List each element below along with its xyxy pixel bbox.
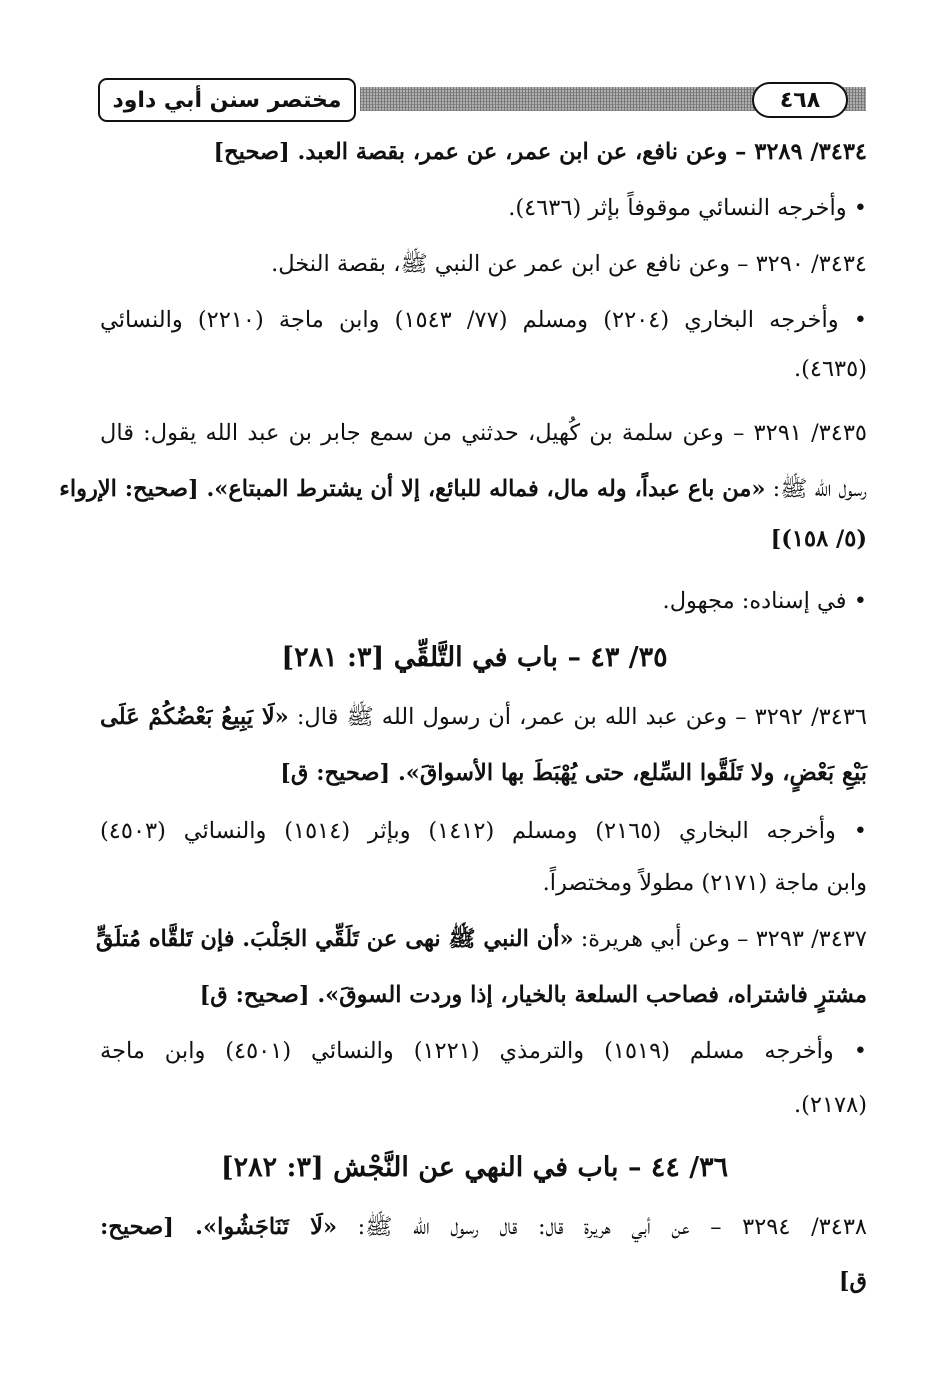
hadith-3293 (95, 922, 867, 956)
note-line: • في إسناده: مجهول. (662, 588, 867, 614)
page-header (98, 78, 866, 126)
note-line: (٢١٧٨). (793, 1092, 867, 1118)
chapter-heading-43: ٣٥/ ٤٣ – باب في التَّلقِّي [٣: ٢٨١] (281, 642, 668, 673)
hadith-3294-grade: ق] (838, 1268, 867, 1294)
book-title: مختصر سنن أبي داود (98, 78, 356, 122)
hadith-3291: ٣٤٣٥/ ٣٢٩١ – وعن سلمة بن كُهيل، حدثني من سمع جابر بن عبد الله يقول: قال (100, 420, 867, 446)
note-line: • وأخرجه البخاري (٢١٦٥) ومسلم (١٤١٢) وبإثر (١٥١٤) والنسائي (٤٥٠٣) (100, 818, 867, 844)
hadith-3293-intro: ٣٤٣٧/ ٣٢٩٣ – وعن أبي هريرة: (573, 926, 867, 952)
note-line: • وأخرجه مسلم (١٥١٩) والترمذي (١٢٢١) والنسائي (٤٥٠١) وابن ماجة (100, 1038, 867, 1064)
page-number: ٤٦٨ (752, 82, 848, 118)
hadith-3294 (100, 1210, 867, 1244)
hadith-3292-cont: بَيْعِ بَعْضٍ، ولا تَلَقَّوا السِّلع، حتى يُهْبَطَ بها الأسواقَ». [صحيح: ق] (280, 760, 867, 786)
hadith-3294-matn: «لَا تَنَاجَشُوا». [صحيح: (100, 1214, 338, 1240)
hadith-3293-cont: مشترٍ فاشتراه، فصاحب السلعة بالخيار، إذا وردت السوقَ». [صحيح: ق] (199, 982, 867, 1008)
chapter-heading-44: ٣٦/ ٤٤ – باب في النهي عن النَّجْش [٣: ٢٨٢] (220, 1152, 729, 1183)
hadith-3292 (100, 700, 867, 734)
note-line: (٤٦٣٥). (793, 356, 867, 382)
hadith-3291-grade: (٥/ ١٥٨)] (770, 526, 867, 552)
note-line: • وأخرجه النسائي موقوفاً بإثر (٤٦٣٦). (508, 195, 867, 221)
hadith-3291-intro: رسول الله ﷺ: (765, 476, 867, 502)
note-line: وابن ماجة (٢١٧١) مطولاً ومختصراً. (542, 870, 867, 896)
hadith-3292-matn: «لَا يَبِيعُ بَعْضُكُمْ عَلَى (100, 704, 289, 730)
hadith-3290: ٣٤٣٤/ ٣٢٩٠ – وعن نافع عن ابن عمر عن النبي ﷺ، بقصة النخل. (271, 251, 867, 277)
hadith-3291-matn: «من باع عبداً، وله مال، فماله للبائع، إلا أن يشترط المبتاع». [صحيح: الإرواء (59, 476, 766, 502)
hadith-3291-cont (59, 472, 867, 506)
hadith-3293-matn: «أن النبي ﷺ نهى عن تَلَقِّي الجَلْبَ. فإن تَلقَّاه مُتلَقٍّ (95, 926, 574, 952)
hadith-3289 (213, 135, 867, 169)
hadith-3294-intro: ٣٤٣٨/ ٣٢٩٤ – عن أبي هريرة قال: قال رسول الله ﷺ: (337, 1214, 867, 1240)
note-line: • وأخرجه البخاري (٢٢٠٤) ومسلم (٧٧/ ١٥٤٣) وابن ماجة (٢٢١٠) والنسائي (100, 307, 868, 333)
hadith-3289-text: ٣٤٣٤/ ٣٢٨٩ – وعن نافع، عن ابن عمر، عن عمر، بقصة العبد. [صحيح] (213, 139, 867, 165)
hadith-3292-intro: ٣٤٣٦/ ٣٢٩٢ – وعن عبد الله بن عمر، أن رسول الله ﷺ قال: (288, 704, 867, 730)
